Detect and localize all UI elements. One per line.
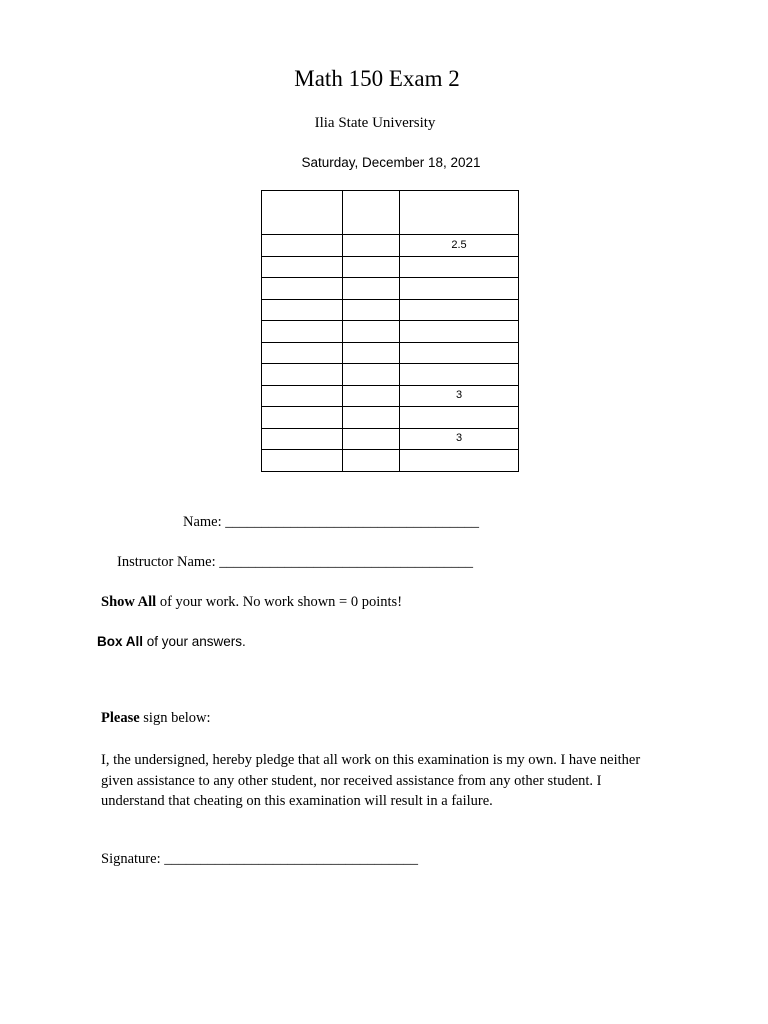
please-rest: sign below: xyxy=(139,710,211,726)
instructor-name-label: Instructor Name: xyxy=(117,554,216,570)
table-cell xyxy=(262,256,343,278)
table-row xyxy=(262,299,519,321)
table-cell xyxy=(262,321,343,343)
table-cell xyxy=(343,342,400,364)
table-cell xyxy=(400,407,519,429)
name-blank[interactable]: ___________________________________ xyxy=(225,514,480,530)
table-cell xyxy=(343,278,400,300)
table-cell xyxy=(343,235,400,257)
name-field[interactable] xyxy=(183,514,479,531)
table-cell: 2.5 xyxy=(400,235,519,257)
table-cell xyxy=(262,385,343,407)
show-all-instruction xyxy=(101,594,402,611)
table-cell xyxy=(262,450,343,472)
score-table-header-row xyxy=(262,191,519,235)
table-cell xyxy=(343,364,400,386)
table-cell xyxy=(343,321,400,343)
honor-pledge: I, the undersigned, hereby pledge that all work on this examination is my own. I have neither given assistance to any other student, nor received assistance from any other student. I understand that cheating on this examination will result in a failure. xyxy=(101,752,641,809)
table-row xyxy=(262,235,519,257)
table-cell xyxy=(400,256,519,278)
table-cell xyxy=(343,428,400,450)
table-cell: 3 xyxy=(400,385,519,407)
table-cell xyxy=(400,321,519,343)
instructor-name-blank[interactable]: ___________________________________ xyxy=(219,554,474,570)
table-cell xyxy=(262,278,343,300)
table-row xyxy=(262,428,519,450)
please-bold: Please xyxy=(101,710,140,726)
table-row xyxy=(262,364,519,386)
score-table xyxy=(261,190,519,472)
table-cell xyxy=(262,191,343,235)
table-cell xyxy=(400,364,519,386)
table-row xyxy=(262,450,519,472)
table-cell xyxy=(400,191,519,235)
table-cell xyxy=(343,299,400,321)
table-cell xyxy=(343,191,400,235)
signature-field[interactable] xyxy=(101,851,418,868)
table-cell xyxy=(400,450,519,472)
table-row xyxy=(262,407,519,429)
table-row xyxy=(262,385,519,407)
table-cell xyxy=(262,407,343,429)
table-cell xyxy=(343,385,400,407)
exam-title: Math 150 Exam 2 xyxy=(294,66,460,91)
name-label: Name: xyxy=(183,514,222,530)
table-cell xyxy=(262,428,343,450)
table-row xyxy=(262,321,519,343)
table-cell xyxy=(343,450,400,472)
box-all-bold: Box All xyxy=(97,634,144,649)
table-cell xyxy=(262,235,343,257)
box-all-instruction xyxy=(97,634,246,649)
please-sign-instruction xyxy=(101,710,211,727)
table-cell xyxy=(400,299,519,321)
signature-blank[interactable]: ___________________________________ xyxy=(164,851,418,867)
instructor-name-field[interactable] xyxy=(117,554,473,571)
show-all-bold: Show All xyxy=(101,594,157,610)
exam-date: Saturday, December 18, 2021 xyxy=(301,155,481,170)
table-row xyxy=(262,278,519,300)
table-cell: 3 xyxy=(400,428,519,450)
table-cell xyxy=(343,256,400,278)
show-all-rest: of your work. No work shown = 0 points! xyxy=(156,594,403,610)
table-cell xyxy=(343,407,400,429)
table-cell xyxy=(400,342,519,364)
box-all-rest: of your answers. xyxy=(143,634,246,649)
table-cell xyxy=(262,342,343,364)
table-cell xyxy=(262,299,343,321)
table-row xyxy=(262,256,519,278)
signature-label: Signature: xyxy=(101,851,161,867)
table-cell xyxy=(400,278,519,300)
university-name: Ilia State University xyxy=(314,115,436,131)
table-cell xyxy=(262,364,343,386)
table-row xyxy=(262,342,519,364)
